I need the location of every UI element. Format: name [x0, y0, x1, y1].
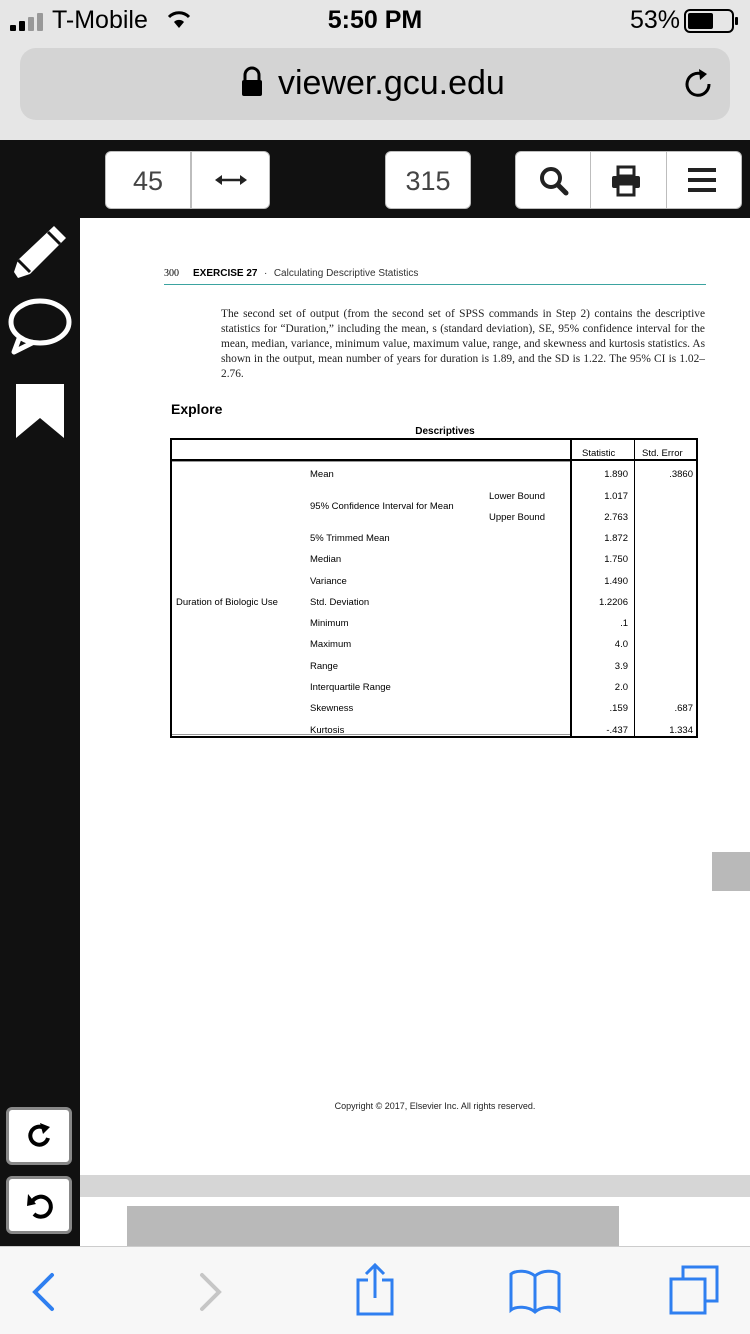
se-value: .3860	[669, 469, 693, 480]
clock: 5:50 PM	[327, 6, 423, 34]
stat-value: 2.0	[614, 682, 628, 693]
page-number: 300	[164, 268, 179, 279]
back-icon[interactable]	[30, 1272, 56, 1312]
variable-label: Duration of Biologic Use	[176, 597, 278, 608]
row-label: Variance	[310, 576, 347, 587]
row-label: Std. Deviation	[310, 597, 370, 608]
menu-icon[interactable]	[688, 168, 716, 192]
se-value: .687	[674, 703, 693, 714]
lock-icon	[240, 66, 264, 98]
row-label: Interquartile Range	[310, 682, 391, 693]
undo-button[interactable]	[6, 1176, 72, 1234]
table-title: Descriptives	[415, 426, 475, 437]
comment-icon[interactable]	[6, 296, 74, 356]
stat-value: 1.872	[604, 533, 628, 544]
battery-percent: 53%	[630, 6, 681, 34]
row-label: Maximum	[310, 639, 352, 650]
stat-value: 4.0	[614, 639, 628, 650]
stat-value: .159	[609, 703, 628, 714]
header-separator: ·	[263, 268, 268, 279]
total-pages-label: 315	[405, 166, 451, 196]
running-header	[164, 268, 418, 279]
copyright: Copyright © 2017, Elsevier Inc. All rights reserved.	[334, 1101, 536, 1111]
pencil-icon[interactable]	[10, 222, 72, 280]
search-icon[interactable]	[538, 165, 570, 197]
fit-width-icon	[214, 172, 248, 188]
stat-value: 2.763	[604, 512, 628, 523]
stat-value: 1.017	[604, 491, 628, 502]
battery-icon	[684, 8, 740, 34]
carrier-name: T-Mobile	[52, 6, 148, 34]
exercise-title: Calculating Descriptive Statistics	[273, 268, 419, 279]
scroll-tab[interactable]	[712, 852, 750, 891]
row-label: Minimum	[310, 618, 349, 629]
stat-value: 3.9	[614, 661, 628, 672]
ci-label: 95% Confidence Interval for Mean	[310, 501, 454, 512]
fit-width-button[interactable]	[191, 151, 270, 209]
row-sublabel: Lower Bound	[489, 491, 545, 502]
print-icon[interactable]	[611, 165, 641, 197]
stat-value: 1.750	[604, 554, 628, 565]
page-gap	[80, 1175, 750, 1197]
stat-value: .1	[620, 618, 628, 629]
row-label: Kurtosis	[310, 725, 345, 736]
se-value: 1.334	[669, 725, 693, 736]
row-label: Skewness	[310, 703, 354, 714]
annotation-sidebar	[0, 218, 80, 1246]
row-label: 5% Trimmed Mean	[310, 533, 390, 544]
undo-icon	[26, 1192, 54, 1220]
stat-value: 1.2206	[598, 597, 628, 608]
bookmark-icon[interactable]	[16, 384, 64, 438]
reload-icon[interactable]	[680, 66, 716, 102]
explore-heading: Explore	[171, 401, 223, 417]
total-pages	[385, 151, 471, 209]
stat-value: 1.490	[604, 576, 628, 587]
row-label: Range	[310, 661, 338, 672]
row-sublabel: Upper Bound	[489, 512, 545, 523]
row-label: Mean	[310, 469, 334, 480]
redo-icon	[26, 1122, 54, 1150]
header-rule	[164, 284, 706, 285]
col-statistic: Statistic	[582, 448, 616, 459]
next-page-content	[127, 1206, 619, 1246]
page-number-input[interactable]	[105, 151, 191, 209]
col-std-error: Std. Error	[642, 448, 683, 459]
exercise-label: EXERCISE 27	[193, 268, 258, 279]
bookmarks-icon[interactable]	[508, 1268, 562, 1314]
tabs-icon[interactable]	[668, 1264, 720, 1316]
row-label: Median	[310, 554, 342, 565]
body-paragraph: The second set of output (from the second set of SPSS commands in Step 2) contains the descriptive statistics for “Duration,” including the mean, s (standard deviation), SE, 95% confidence interval for the mean, median, variance, minimum value, maximum value, range, and skewness and kurtosis statistics. As shown in the output, mean number of years for duration is 1.89, and the SD is 1.22. The 95% CI is 1.02–2.76.	[221, 308, 705, 380]
url-text[interactable]: viewer.gcu.edu	[278, 64, 505, 102]
redo-button[interactable]	[6, 1107, 72, 1165]
share-icon[interactable]	[354, 1262, 396, 1318]
forward-icon[interactable]	[198, 1272, 224, 1312]
stat-value: -.437	[606, 725, 628, 736]
stat-value: 1.890	[604, 469, 628, 480]
current-page: 45	[132, 166, 164, 196]
